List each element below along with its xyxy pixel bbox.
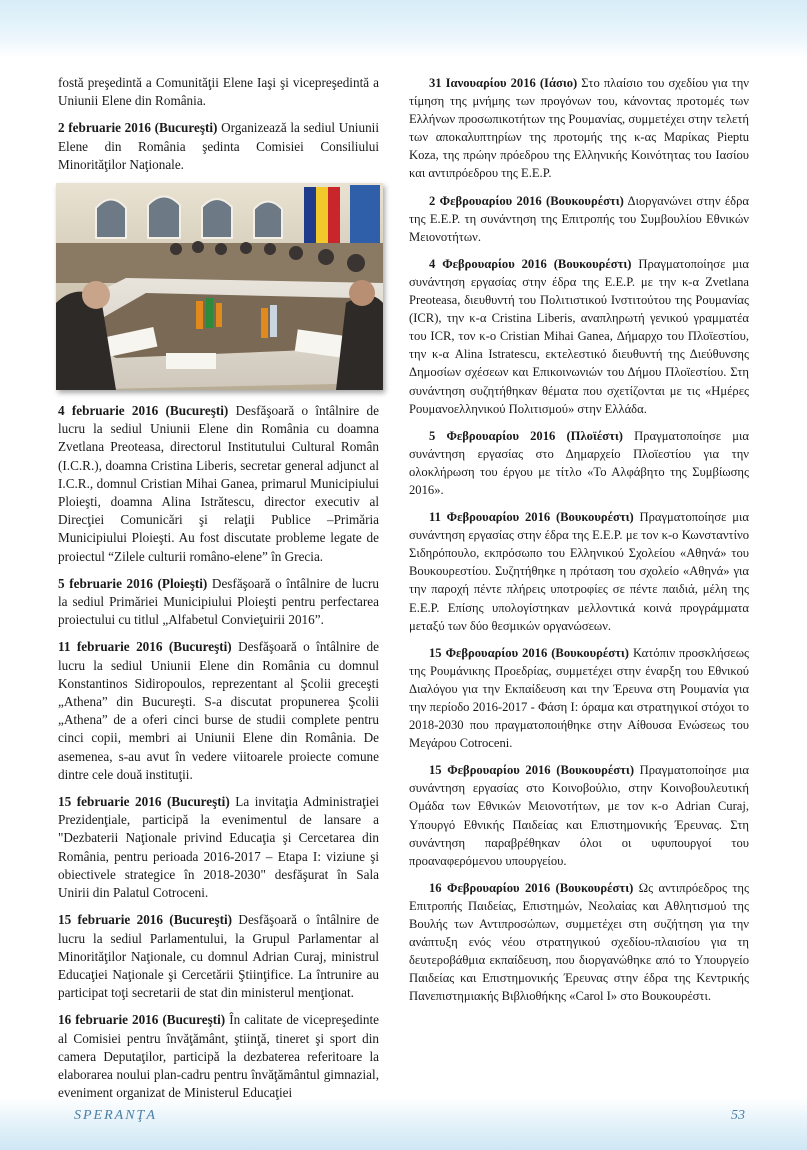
entry-date: 2 februarie 2016 (Bucureşti) — [58, 120, 218, 136]
paragraph-16-feb — [58, 1011, 379, 1102]
paragraph-gr-11-feb — [409, 508, 749, 635]
entry-date: 2 Φεβρουαρίου 2016 (Βουκουρέστι) — [429, 193, 624, 208]
entry-date: 11 februarie 2016 (Bucureşti) — [58, 639, 232, 655]
entry-text: Στο πλαίσιο του σχεδίου για την τίμηση της μνήμης των προγόνων του, κάνοντας προτομές των Ελλήνων προσωπικοτήτων της Ρουμανίας, συμμετέχει στην τελετή των αποκαλυπτηρίων της προτομής της κ-ας Μαρίκας Pieptu Koza, της πρώην πρόεδρου της Ελληνικής Κοινότητας του Ιασίου και αντιπρόεδρου της Ε.Ε.Ρ. — [409, 76, 749, 181]
entry-text: La invitaţia Administraţiei Prezidenţiale, participă la evenimentul de lansare a "Dezbaterii Naţionale privind Educaţia şi Cercetarea din România, pentru perioada 2016-2017 – Etapa I: viziune şi obiectivele strategice în 2018-2030" desfăşurat în Sala Unirii din Palatul Cotroceni. — [58, 794, 379, 901]
paragraph-gr-15-feb-a — [409, 644, 749, 753]
paragraph-4-feb — [58, 402, 379, 566]
entry-date: 16 Φεβρουαρίου 2016 (Βουκουρέστι) — [429, 880, 634, 895]
page-number: 53 — [731, 1108, 745, 1123]
entry-text: Διοργανώνει στην έδρα της Ε.Ε.Ρ. τη συνάντηση της Επιτροπής του Συμβουλίου Εθνικών Μειονοτήτων. — [409, 193, 749, 244]
right-column — [409, 74, 749, 1090]
paragraph-gr-5-feb — [409, 427, 749, 499]
entry-text: Desfăşoară o întâlnire de lucru la sediul Primăriei Municipiului Ploieşti pentru perfectarea proiectului cu titlul „Alfabetul Convieţuirii 2016”. — [58, 575, 379, 628]
entry-date: 4 februarie 2016 (Bucureşti) — [58, 403, 229, 419]
meeting-room-image — [56, 183, 383, 390]
entry-date: 16 februarie 2016 (Bucureşti) — [58, 1012, 226, 1028]
entry-text: Desfăşoară o întâlnire de lucru la sediul Parlamentului, la Grupul Parlamentar al Minorităţilor Naţionale, cu domnul Adrian Curaj, ministrul Educaţiei Naţionale şi Cercetării Ştiinţifice. La întrunire au participat toţi secretarii de stat din ministerul menţionat. — [58, 912, 379, 1001]
publication-name: SPERANŢA — [74, 1108, 157, 1123]
paragraph-gr-4-feb — [409, 255, 749, 418]
entry-text: Desfăşoară o întâlnire de lucru la sediul Uniunii Elene din România cu doamna Zvetlana Preoteasa, directorul Institutului Cultural Român (I.C.R.), doamna Cristina Liberis, secretar general adjunct al I.C.R., domnul Cristian Mihai Ganea, primarul Municipiului Ploieşti, doamna Alina Istrătescu, director executiv al Direcţiei Comunicări şi relaţii Publice –Primăria Municipiului Ploieşti. Au fost discutate probleme legate de proiectul “Zilele culturii româno-elene” în Grecia. — [58, 403, 379, 564]
paragraph-15-feb-b — [58, 911, 379, 1002]
entry-text: Organizează la sediul Uniunii Elene din România şedinta Comisiei Consiliului Minorităţilor Naţionale. — [58, 120, 379, 172]
left-column — [58, 74, 379, 1101]
meeting-photo — [56, 183, 383, 390]
entry-text: Πραγματοποίησε μια συνάντηση εργασίας στο Κοινοβούλιο, στην Κοινοβουλευτική Ομάδα των Εθνικών Μειονοτήτων, με τον κ-ο Adrian Curaj, Υπουργό Εθνικής Παιδείας και Επιστημονικής Έρευνας. Στη συνάντηση παραβρέθηκαν όλοι οι υφυπουργοί του προαναφερόμενου υπουργείου. — [409, 763, 749, 868]
entry-text: Ως αντιπρόεδρος της Επιτροπής Παιδείας, Επιστημών, Νεολαίας και Αθλητισμού της Βουλής των Αντιπροσώπων, συμμετέχει στη συζήτηση για την ανάπτυξη ενός νέου στρατηγικού σχεδίου-πλαισίου για τη δευτεροβάθμια εκπαίδευση, που διοργανώθηκε από το Υπουργείο Παιδείας και Επιστημονικής Έρευνας στην έδρα της Κεντρικής Πανεπιστημιακής Βιβλιοθήκης «Carol I» στο Βουκουρέστι. — [409, 880, 749, 1004]
entry-date: 15 Φεβρουαρίου 2016 (Βουκουρέστι) — [429, 645, 630, 660]
entry-date: 5 februarie 2016 (Ploieşti) — [58, 575, 208, 591]
paragraph-continuation: fostă preşedintă a Comunităţii Elene Iaşi şi vicepreşedintă a Uniunii Elene din România. — [58, 75, 379, 109]
entry-date: 31 Ιανουαρίου 2016 (Ιάσιο) — [429, 76, 578, 90]
entry-date: 15 februarie 2016 (Bucureşti) — [58, 794, 230, 810]
entry-text: În calitate de vicepreşedinte al Comisiei pentru învăţământ, ştiinţă, tineret şi sport din camera Deputaţilor, participă la dezbaterea referitoare la elaborarea noului plan-cadru pentru învăţământul gimnazial, eveniment organizat de Ministerul Educaţiei — [58, 1012, 379, 1101]
entry-date: 4 Φεβρουαρίου 2016 (Βουκουρέστι) — [429, 256, 632, 271]
paragraph-11-feb — [58, 638, 379, 784]
entry-date: 15 Φεβρουαρίου 2016 (Βουκουρέστι) — [429, 763, 635, 778]
paragraph-gr-2-feb — [409, 192, 749, 246]
entry-text: Πραγματοποίησε μια συνάντηση εργασίας στην έδρα της Ε.Ε.Ρ. με τον κ-ο Κωνσταντίνο Σιδηρόπουλο, εκπρόσωπο του Ελληνικού Σχολείου «Αθηνά» του Βουκουρεστίου. Συζητήθηκε η πρόταση του σχολείο «Αθηνά» για την παροχή πέντε πλήρεις υποτροφίες σε πέντε παιδιά, μέλη της Ε.Ε.Ρ. Επίσης υπολογίστηκαν μελλοντικά κοινά προγράμματα μεταξύ των δύο θεσμικών οργανώσεων. — [409, 510, 749, 633]
paragraph-5-feb — [58, 575, 379, 630]
entry-text: Κατόπιν προσκλήσεως της Ρουμάνικης Προεδρίας, συμμετέχει στην έναρξη του Εθνικού Διαλόγου για την Εκπαίδευση και την Έρευνα στη Ρουμανία για την περίοδο 2016-2017 - Φάση Ι: όραμα και στρατηγικοί στόχοι το 2018-2030 που πραγματοποιήθηκε στην Αίθουσα Ενώσεως του Μεγάρου Cotroceni. — [409, 645, 749, 751]
paragraph-gr-15-feb-b — [409, 761, 749, 870]
entry-date: 15 februarie 2016 (Bucureşti) — [58, 912, 233, 928]
header-band — [0, 0, 807, 58]
entry-text: Desfăşoară o întâlnire de lucru la sediul Uniunii Elene din România cu domnul Konstantinos Sidiropoulos, reprezentant al Şcolii greceşti „Athena” din Bucureşti. S-a discutat propunerea Şcolii „Athena” de a oferi cinci burse de studii complete pentru cinci copii, membri ai Uniunii Elene din România. De asemenea, s-au avut în vedere viitoarele proiecte comune dintre cele două instituţii. — [58, 639, 379, 782]
paragraph-2-feb — [58, 119, 379, 174]
paragraph-gr-16-feb — [409, 879, 749, 1006]
paragraph-15-feb-a — [58, 793, 379, 902]
entry-date: 5 Φεβρουαρίου 2016 (Πλοϊέστι) — [429, 428, 623, 443]
entry-text: Πραγματοποίησε μια συνάντηση εργασίας στην έδρα της Ε.Ε.Ρ. με την κ-α Zvetlana Preoteasa, διευθυντή του Πολιτιστικού Ινστιτούτου της Ρουμανίας (ICR), την κ-α Cristina Liberis, αναπληρωτή γενικού γραμματέα του ICR, τον κ-ο Cristian Mihai Ganea, Δήμαρχο του Πλοϊεστίου, την κ-α Alina Istratescu, εκτελεστικό διευθυντή της Διεύθυνσης Δημοσίων σχέσεων και Επικοινωνιών του Δήμου Πλοϊεστίου. Στη συνάντηση συζητήθηκαν θέματα που σχετίζονται με τις «Ημέρες Ρουμανοελληνικού Πολιτισμού» στην Ελλάδα. — [409, 256, 749, 416]
entry-date: 11 Φεβρουαρίου 2016 (Βουκουρέστι) — [429, 510, 634, 525]
paragraph-gr-31-jan — [409, 74, 749, 183]
entry-text: Πραγματοποίησε μια συνάντηση εργασίας στο Δημαρχείο Πλοϊεστίου για την ολοκλήρωση του έργου με τίτλο «Το Αλφάβητο της Συμβίωσης 2016». — [409, 428, 749, 497]
footer-band — [0, 1098, 807, 1150]
